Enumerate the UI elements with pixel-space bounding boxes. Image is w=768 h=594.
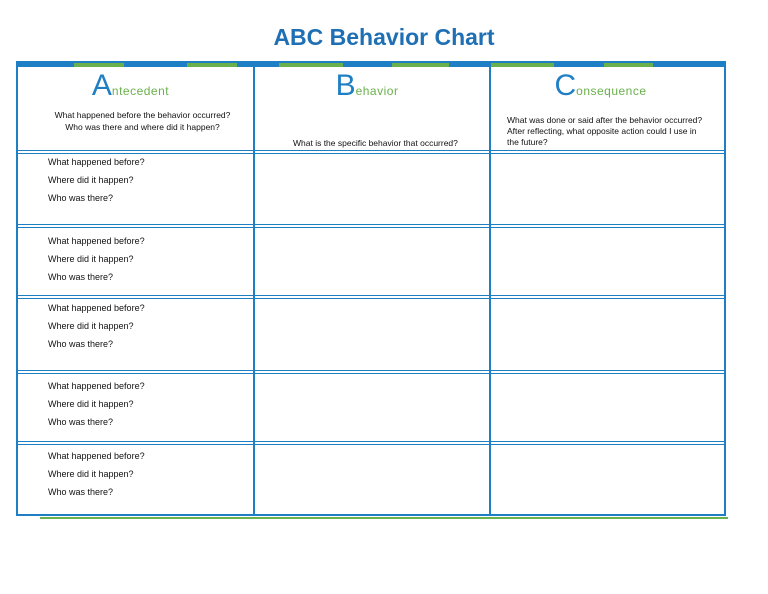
table-row bbox=[48, 153, 145, 207]
table-row bbox=[48, 299, 145, 353]
antecedent-letter: A bbox=[91, 69, 112, 102]
header-stripe bbox=[18, 63, 724, 67]
row-question-who: Who was there? bbox=[48, 193, 114, 203]
row-divider bbox=[18, 370, 724, 374]
antecedent-header bbox=[18, 69, 253, 151]
consequence-desc-line1: What was done or said after the behavior occurred? bbox=[507, 115, 703, 125]
row-divider bbox=[18, 441, 724, 445]
consequence-letter: C bbox=[554, 69, 577, 102]
abc-chart-table bbox=[16, 61, 726, 516]
row-question-who: Who was there? bbox=[48, 487, 114, 497]
consequence-word: onsequence bbox=[576, 84, 647, 98]
consequence-desc-line2: After reflecting, what opposite action could I use in bbox=[507, 126, 697, 136]
footer-rule bbox=[40, 517, 728, 519]
behavior-letter: B bbox=[335, 69, 356, 102]
row-question-what: What happened before? bbox=[48, 381, 145, 391]
table-row bbox=[48, 377, 145, 431]
row-question-where: Where did it happen? bbox=[48, 399, 134, 409]
row-question-who: Who was there? bbox=[48, 339, 114, 349]
row-question-where: Where did it happen? bbox=[48, 254, 134, 264]
antecedent-word: ntecedent bbox=[111, 84, 170, 98]
page-title: ABC Behavior Chart bbox=[273, 24, 495, 50]
behavior-desc-line1: What is the specific behavior that occurred? bbox=[293, 138, 458, 148]
antecedent-desc-line1: What happened before the behavior occurred? bbox=[54, 110, 231, 120]
row-question-where: Where did it happen? bbox=[48, 175, 134, 185]
behavior-header bbox=[255, 69, 489, 151]
row-question-where: Where did it happen? bbox=[48, 469, 134, 479]
consequence-header bbox=[491, 69, 724, 151]
row-question-who: Who was there? bbox=[48, 272, 114, 282]
row-question-what: What happened before? bbox=[48, 451, 145, 461]
row-question-what: What happened before? bbox=[48, 236, 145, 246]
row-question-where: Where did it happen? bbox=[48, 321, 134, 331]
table-row bbox=[48, 447, 145, 501]
row-divider bbox=[18, 224, 724, 228]
behavior-word: ehavior bbox=[355, 84, 399, 98]
antecedent-desc-line2: Who was there and where did it happen? bbox=[65, 122, 220, 132]
table-row bbox=[48, 232, 145, 286]
consequence-desc-line3: the future? bbox=[507, 137, 548, 147]
row-question-who: Who was there? bbox=[48, 417, 114, 427]
row-question-what: What happened before? bbox=[48, 303, 145, 313]
row-question-what: What happened before? bbox=[48, 157, 145, 167]
